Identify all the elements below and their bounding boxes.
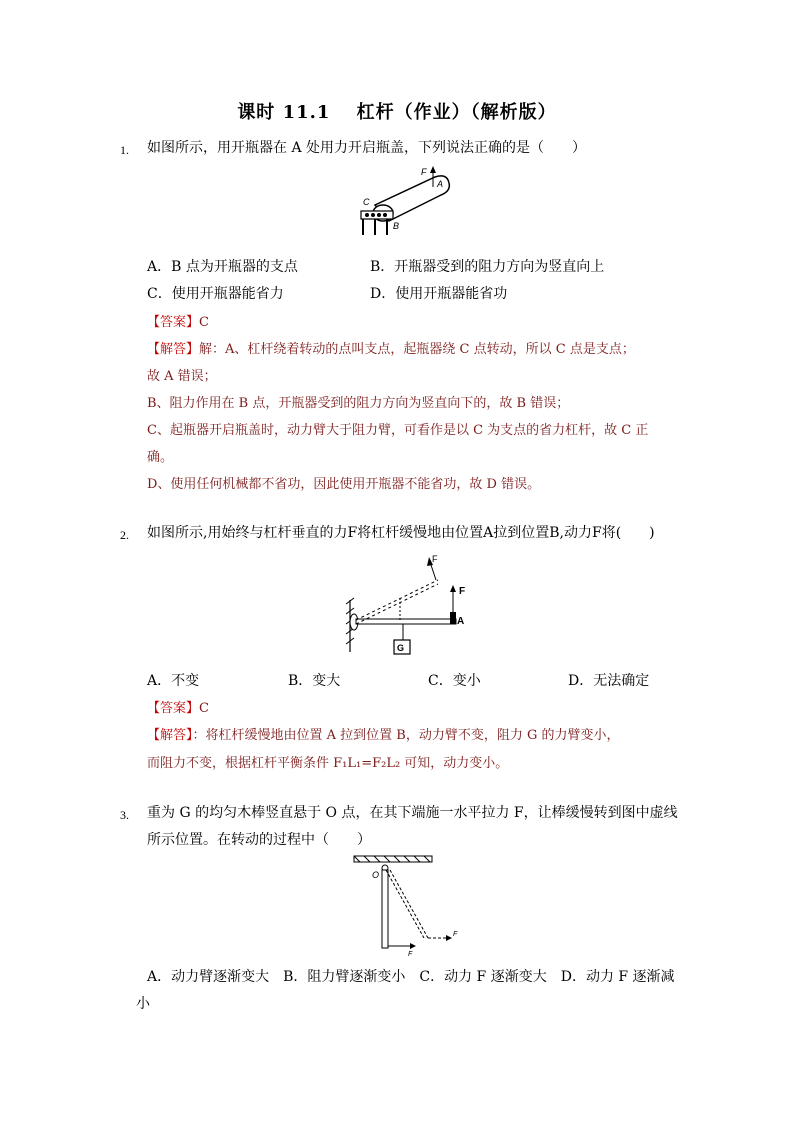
question-number: 2. [120, 528, 129, 542]
figure-label-f2: F [432, 554, 438, 564]
question-stem: 重为 G 的均匀木棒竖直悬于 O 点，在其下端施一水平拉力 F，让棒缓慢转到图中虚线 [147, 805, 678, 821]
figure-label-o: O [372, 870, 380, 880]
analysis-text: 解：A、杠杆绕着转动的点叫支点，起瓶器绕 C 点转动，所以 C 点是支点； [199, 342, 635, 357]
answer-tag: 【答案】 [147, 701, 200, 716]
question-stem: 所示位置。在转动的过程中（ ） [147, 832, 371, 848]
option-b: B．开瓶器受到的阻力方向为竖直向上 [370, 259, 605, 275]
figure-label-f2: F [453, 931, 458, 938]
options-wrap: 小 [136, 996, 150, 1012]
analysis-line [147, 338, 635, 357]
figure-label-a: A [437, 179, 444, 189]
option-c: C．使用开瓶器能省力 [147, 286, 284, 302]
option-a: A．不变 [147, 673, 200, 689]
rod-figure [350, 852, 465, 958]
answer-tag: 【答案】 [147, 315, 200, 330]
options-line: A．动力臂逐渐变大 B．阻力臂逐渐变小 C．动力 F 逐渐变大 D．动力 F 逐渐减 [147, 969, 675, 985]
page-title: 课时 11.1 杠杆（作业）（解析版） [237, 102, 557, 123]
analysis-tag: 【解答】 [147, 728, 193, 743]
figure-label-f: F [459, 586, 466, 597]
answer-line [147, 311, 209, 330]
analysis-line [147, 724, 620, 743]
answer-value: C [199, 701, 209, 716]
question-number: 1. [120, 143, 129, 157]
lever-figure [340, 552, 470, 660]
analysis-text: ：将杠杆缓慢地由位置 A 拉到位置 B，动力臂不变，阻力 G 的力臂变小， [192, 728, 620, 743]
option-d: D．使用开瓶器能省功 [370, 286, 508, 302]
question-stem: 如图所示，用开瓶器在 A 处用力开启瓶盖，下列说法正确的是（ ） [147, 140, 587, 156]
analysis-tag: 【解答】 [147, 342, 200, 357]
answer-line [147, 697, 209, 716]
option-c: C．变小 [428, 673, 481, 689]
figure-label-g: G [397, 643, 405, 653]
analysis-text: 确。 [147, 450, 174, 465]
analysis-text: C、起瓶器开启瓶盖时，动力臂大于阻力臂，可看作是以 C 为支点的省力杠杆，故 C 正 [147, 423, 649, 438]
figure-label-c: C [363, 197, 370, 207]
question-number: 3. [120, 808, 129, 822]
option-d: D．无法确定 [568, 673, 650, 689]
figure-label-f: F [421, 167, 427, 177]
option-a: A．B 点为开瓶器的支点 [147, 259, 298, 275]
analysis-text: 故 A 错误； [147, 369, 217, 384]
answer-value: C [199, 315, 209, 330]
analysis-text: D、使用任何机械都不省功，因此使用开瓶器不能省功，故 D 错误。 [147, 477, 541, 492]
bottle-opener-figure [355, 163, 455, 245]
analysis-text: B、阻力作用在 B 点，开瓶器受到的阻力方向为竖直向下的，故 B 错误； [147, 396, 570, 411]
figure-label-b: B [393, 221, 400, 231]
analysis-text: 而阻力不变，根据杠杆平衡条件 F₁L₁=F₂L₂ 可知，动力变小。 [147, 756, 509, 771]
figure-label-a: A [457, 616, 465, 627]
figure-label-f: F [408, 951, 413, 958]
question-stem: 如图所示,用始终与杠杆垂直的力F将杠杆缓慢地由位置A拉到位置B,动力F将( ) [147, 525, 655, 541]
option-b: B．变大 [288, 673, 341, 689]
